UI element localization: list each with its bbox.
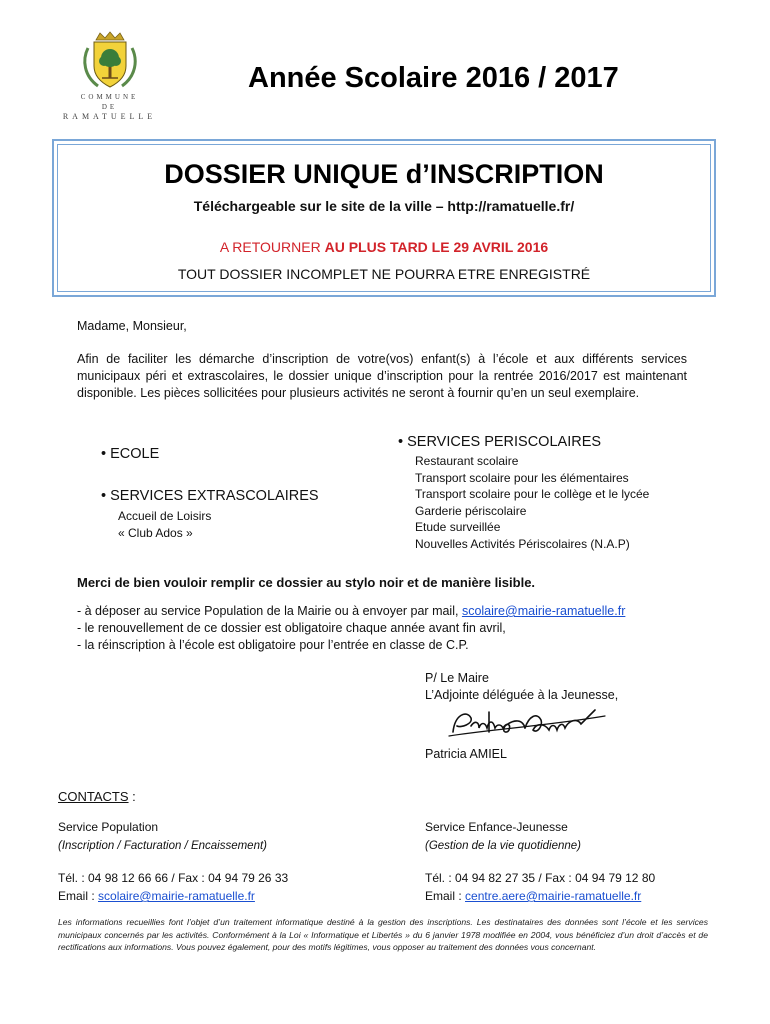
- contact-email-line: [58, 887, 288, 905]
- service-extrascolaires: • SERVICES EXTRASCOLAIRES: [101, 488, 319, 504]
- instruction-line: - le renouvellement de ce dossier est obligatoire chaque année avant fin avril,: [77, 621, 506, 635]
- signer-name: Patricia AMIEL: [425, 747, 507, 761]
- logo-commune-label: COMMUNE: [80, 93, 139, 101]
- contact-description: (Inscription / Facturation / Encaissement): [58, 840, 267, 852]
- list-item: Accueil de Loisirs: [118, 509, 212, 523]
- deadline-notice: [54, 239, 714, 255]
- list-item: Garderie périscolaire: [415, 503, 527, 518]
- instruction-text: - à déposer au service Population de la Mairie ou à envoyer par mail,: [77, 604, 462, 618]
- contact-phone: Tél. : 04 98 12 66 66 / Fax : 04 94 79 26 33: [58, 871, 289, 885]
- contacts-heading-colon: :: [128, 789, 136, 804]
- contact-description: (Gestion de la vie quotidienne): [425, 840, 581, 852]
- registration-header-box: [52, 139, 716, 297]
- contact-email-label: Email :: [58, 889, 99, 903]
- fill-instruction: Merci de bien vouloir remplir ce dossier au stylo noir et de manière lisible.: [77, 575, 536, 590]
- list-item: Transport scolaire pour le collège et le lycée: [415, 487, 650, 501]
- periscolaires-list: [415, 453, 649, 552]
- dossier-title: DOSSIER UNIQUE d’INSCRIPTION: [164, 159, 604, 189]
- list-item: Transport scolaire pour les élémentaires: [415, 470, 629, 485]
- coat-of-arms-icon: [80, 30, 140, 92]
- signature-title: L’Adjointe déléguée à la Jeunesse,: [425, 688, 619, 702]
- commune-logo: [62, 30, 157, 130]
- privacy-footnote: Les informations recueillies font l’objet d’un traitement informatique destiné à la gestion des inscriptions. Les destinataires des données sont l’école et les services municipaux concernés par les activités. Conformément à la Loi « Informatique et Libertés » du 6 janvier 1978 modifiée en 2004, vous bénéficiez d’un droit d’accès et de rectifications aux informations. Vous pouvez également, pour des motifs légitimes, vous opposer au traitement des données vous concernant.: [58, 917, 708, 952]
- contact-service-enfance-jeunesse: [425, 818, 655, 905]
- contact-service-population: [58, 818, 288, 905]
- list-item: « Club Ados »: [118, 525, 193, 540]
- handwritten-signature-icon: [445, 702, 610, 744]
- contact-service-name: Service Population: [58, 820, 159, 834]
- school-year-title: Année Scolaire 2016 / 2017: [248, 62, 619, 94]
- instruction-line: [77, 603, 625, 620]
- service-ecole: • ECOLE: [101, 446, 160, 462]
- deadline-date: AU PLUS TARD LE 29 AVRIL 2016: [324, 239, 549, 255]
- contact-email-line: [425, 887, 655, 905]
- logo-de-label: DE: [101, 103, 118, 111]
- contacts-heading-label: CONTACTS: [58, 789, 129, 804]
- signature-block: [425, 670, 618, 704]
- instruction-line: - la réinscription à l’école est obligatoire pour l’entrée en classe de C.P.: [77, 638, 469, 652]
- contacts-heading: [58, 789, 136, 804]
- download-line: Téléchargeable sur le site de la ville – http://ramatuelle.fr/: [193, 198, 575, 214]
- salutation: Madame, Monsieur,: [77, 319, 187, 333]
- service-periscolaires: • SERVICES PERISCOLAIRES: [398, 434, 602, 450]
- instruction-list: [77, 603, 625, 654]
- contact-email-label: Email :: [425, 889, 466, 903]
- list-item: Etude surveillée: [415, 520, 501, 534]
- contact-service-name: Service Enfance-Jeunesse: [425, 820, 568, 834]
- list-item: Nouvelles Activités Périscolaires (N.A.P): [415, 536, 630, 551]
- population-email-link[interactable]: scolaire@mairie-ramatuelle.fr: [98, 889, 255, 903]
- intro-paragraph: Afin de faciliter les démarche d’inscription de votre(vos) enfant(s) à l’école et aux différents services municipaux péri et extrascolaires, le dossier unique d’inscription pour la rentrée 2016/2017 est maintenant disponible. Les pièces sollicitées pour plusieurs activités ne seront à fournir qu’en un seul exemplaire.: [77, 352, 687, 400]
- scolaire-email-link[interactable]: scolaire@mairie-ramatuelle.fr: [461, 604, 626, 618]
- deadline-prefix: A RETOURNER: [219, 239, 325, 255]
- contact-phone: Tél. : 04 94 82 27 35 / Fax : 04 94 79 12 80: [425, 871, 656, 885]
- extrascolaires-list: [118, 508, 211, 541]
- logo-town-name: RAMATUELLE: [62, 112, 157, 121]
- incomplete-notice: TOUT DOSSIER INCOMPLET NE POURRA ETRE ENREGISTRÉ: [177, 266, 591, 282]
- list-item: Restaurant scolaire: [415, 454, 519, 468]
- enfance-email-link[interactable]: centre.aere@mairie-ramatuelle.fr: [465, 889, 642, 903]
- signature-role: P/ Le Maire: [425, 671, 489, 685]
